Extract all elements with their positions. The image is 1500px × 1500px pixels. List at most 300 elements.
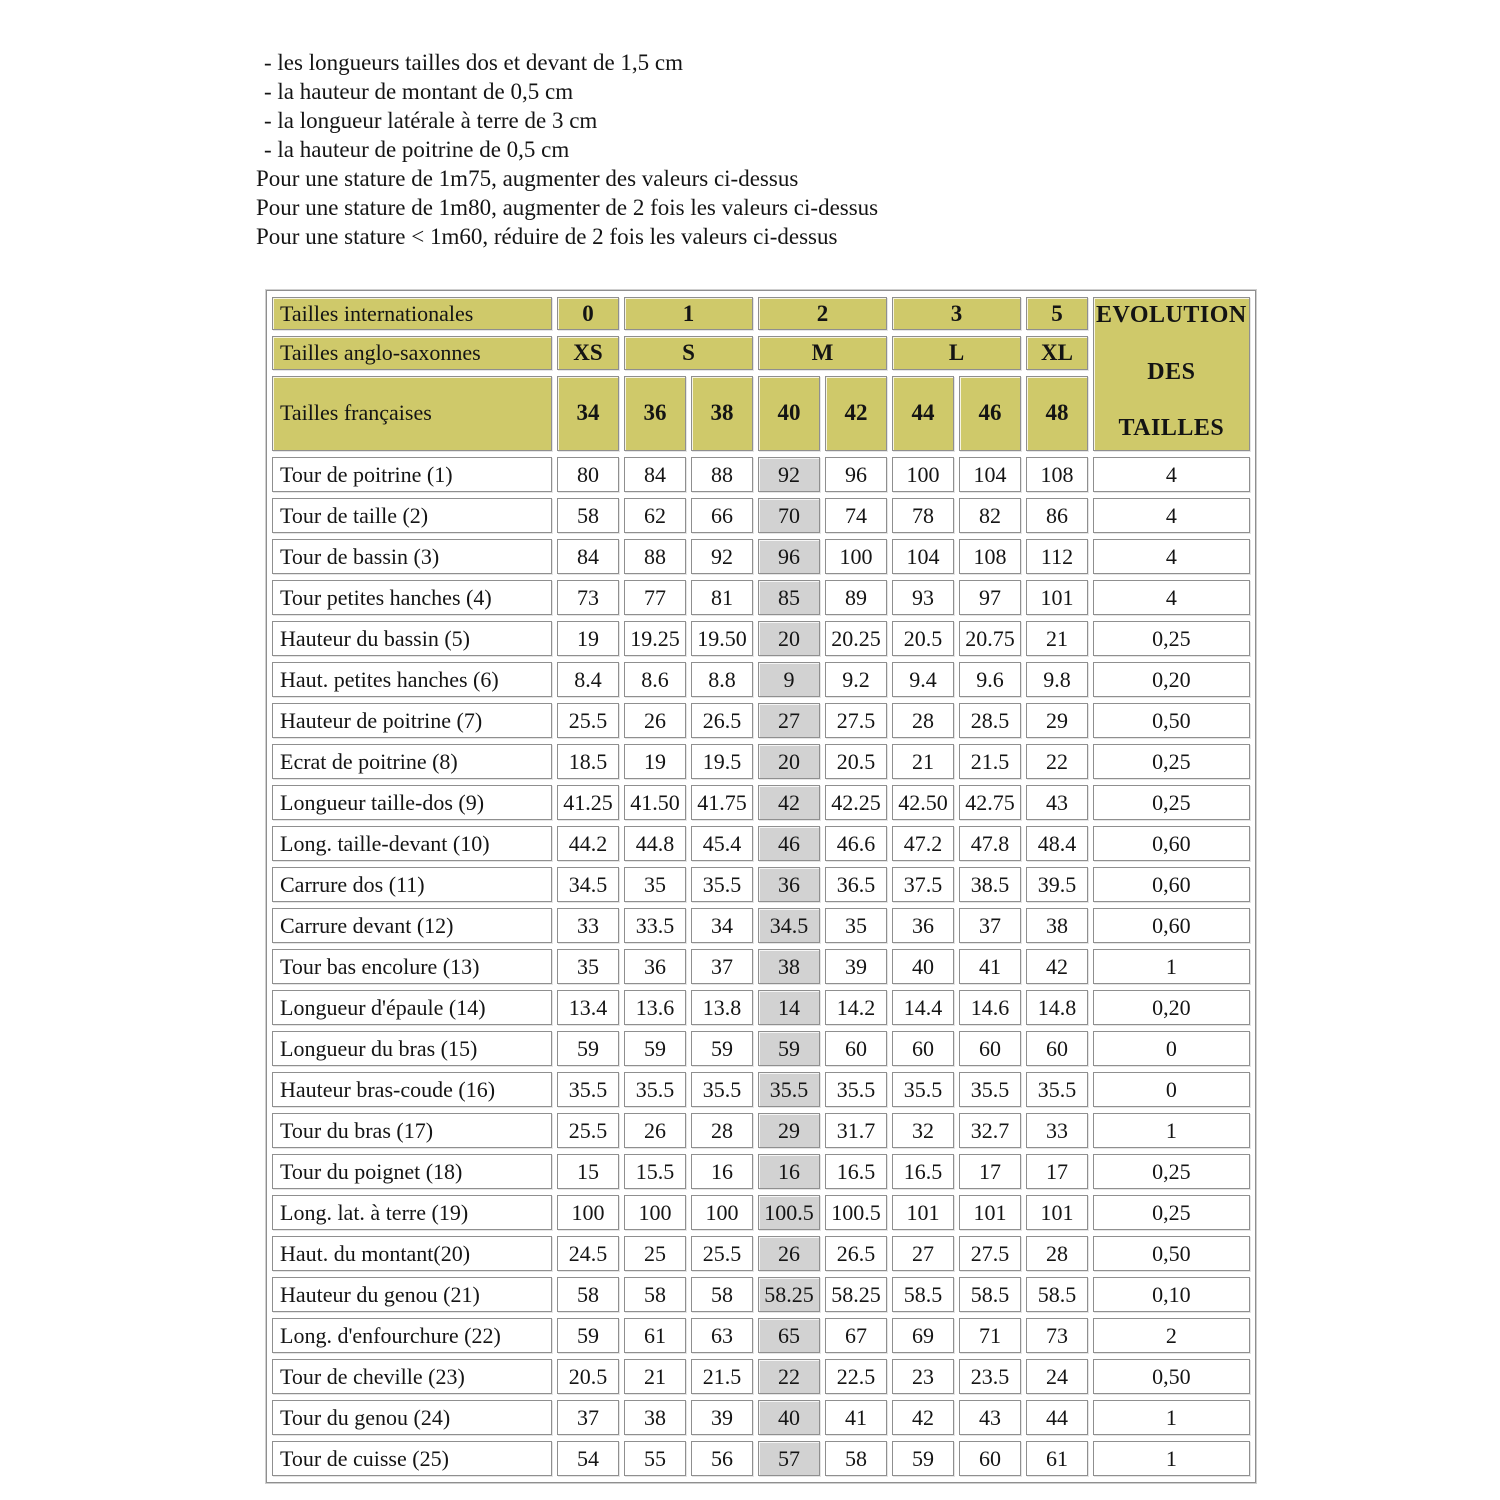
value-cell-highlighted: 29	[758, 1113, 820, 1148]
row-label-cell: Haut. petites hanches (6)	[272, 662, 552, 697]
value-cell: 20.5	[892, 621, 954, 656]
row-label-cell: Long. taille-devant (10)	[272, 826, 552, 861]
value-cell: 88	[624, 539, 686, 574]
value-cell: 59	[892, 1441, 954, 1476]
value-cell: 84	[557, 539, 619, 574]
size-chart-table	[266, 290, 1256, 1483]
value-cell: 108	[959, 539, 1021, 574]
value-cell: 14.8	[1026, 990, 1088, 1025]
value-cell-highlighted: 38	[758, 949, 820, 984]
row-label-cell: Long. lat. à terre (19)	[272, 1195, 552, 1230]
french-size-cell: 36	[624, 376, 686, 451]
value-cell-highlighted: 36	[758, 867, 820, 902]
french-size-cell: 34	[557, 376, 619, 451]
value-cell: 8.4	[557, 662, 619, 697]
value-cell: 8.8	[691, 662, 753, 697]
evolution-value-cell: 0	[1093, 1031, 1250, 1066]
value-cell: 41	[959, 949, 1021, 984]
value-cell-highlighted: 14	[758, 990, 820, 1025]
value-cell-highlighted: 20	[758, 621, 820, 656]
header-row-international	[272, 297, 1250, 330]
intro-line: - la hauteur de poitrine de 0,5 cm	[264, 137, 570, 162]
evolution-header-word: TAILLES	[1118, 415, 1225, 441]
value-cell-highlighted: 85	[758, 580, 820, 615]
value-cell: 29	[1026, 703, 1088, 738]
value-cell: 35.5	[825, 1072, 887, 1107]
value-cell: 16.5	[892, 1154, 954, 1189]
value-cell: 32.7	[959, 1113, 1021, 1148]
value-cell: 14.6	[959, 990, 1021, 1025]
value-cell: 82	[959, 498, 1021, 533]
value-cell: 24	[1026, 1359, 1088, 1394]
value-cell: 89	[825, 580, 887, 615]
value-cell: 73	[557, 580, 619, 615]
value-cell: 86	[1026, 498, 1088, 533]
value-cell: 61	[1026, 1441, 1088, 1476]
value-cell: 33.5	[624, 908, 686, 943]
value-cell: 97	[959, 580, 1021, 615]
value-cell: 44.8	[624, 826, 686, 861]
value-cell: 100	[825, 539, 887, 574]
value-cell: 41	[825, 1400, 887, 1435]
value-cell: 14.2	[825, 990, 887, 1025]
row-label-cell: Longueur d'épaule (14)	[272, 990, 552, 1025]
table-row	[272, 703, 1250, 738]
table-row	[272, 457, 1250, 492]
anglo-size-cell: M	[758, 336, 887, 369]
anglo-size-cell: XL	[1026, 336, 1088, 369]
evolution-value-cell: 4	[1093, 457, 1250, 492]
row-label-cell: Tour du bras (17)	[272, 1113, 552, 1148]
row-label-cell: Tour de cheville (23)	[272, 1359, 552, 1394]
table-row	[272, 1195, 1250, 1230]
value-cell: 35.5	[691, 867, 753, 902]
value-cell: 78	[892, 498, 954, 533]
value-cell: 19	[557, 621, 619, 656]
value-cell: 19	[624, 744, 686, 779]
row-label-cell: Hauteur du genou (21)	[272, 1277, 552, 1312]
value-cell: 15	[557, 1154, 619, 1189]
value-cell: 9.4	[892, 662, 954, 697]
value-cell: 13.4	[557, 990, 619, 1025]
value-cell: 100	[557, 1195, 619, 1230]
value-cell: 84	[624, 457, 686, 492]
value-cell: 34.5	[557, 867, 619, 902]
value-cell: 101	[959, 1195, 1021, 1230]
row-label-cell: Carrure devant (12)	[272, 908, 552, 943]
table-row	[272, 1236, 1250, 1271]
value-cell: 47.8	[959, 826, 1021, 861]
value-cell: 56	[691, 1441, 753, 1476]
intl-size-cell: 2	[758, 297, 887, 330]
value-cell: 21	[1026, 621, 1088, 656]
value-cell: 58	[825, 1441, 887, 1476]
value-cell: 26	[624, 703, 686, 738]
value-cell: 33	[557, 908, 619, 943]
table-row	[272, 1441, 1250, 1476]
table-row	[272, 1154, 1250, 1189]
value-cell: 28	[691, 1113, 753, 1148]
value-cell: 21	[624, 1359, 686, 1394]
header-label-international: Tailles internationales	[272, 297, 552, 330]
value-cell-highlighted: 9	[758, 662, 820, 697]
value-cell: 37	[959, 908, 1021, 943]
evolution-value-cell: 0,50	[1093, 1236, 1250, 1271]
value-cell: 73	[1026, 1318, 1088, 1353]
french-size-cell: 38	[691, 376, 753, 451]
row-label-cell: Hauteur du bassin (5)	[272, 621, 552, 656]
value-cell: 17	[959, 1154, 1021, 1189]
value-cell: 37	[557, 1400, 619, 1435]
value-cell: 59	[557, 1031, 619, 1066]
evolution-value-cell: 0,25	[1093, 1154, 1250, 1189]
value-cell: 48.4	[1026, 826, 1088, 861]
value-cell: 77	[624, 580, 686, 615]
value-cell: 25.5	[557, 703, 619, 738]
evolution-header-word: DES	[1147, 358, 1196, 385]
value-cell-highlighted: 42	[758, 785, 820, 820]
row-label-cell: Tour bas encolure (13)	[272, 949, 552, 984]
value-cell: 46.6	[825, 826, 887, 861]
french-size-cell: 48	[1026, 376, 1088, 451]
value-cell: 35.5	[892, 1072, 954, 1107]
row-label-cell: Longueur du bras (15)	[272, 1031, 552, 1066]
value-cell: 112	[1026, 539, 1088, 574]
value-cell: 59	[557, 1318, 619, 1353]
value-cell: 37.5	[892, 867, 954, 902]
value-cell: 47.2	[892, 826, 954, 861]
value-cell-highlighted: 27	[758, 703, 820, 738]
evolution-value-cell: 0,60	[1093, 908, 1250, 943]
table-row	[272, 580, 1250, 615]
value-cell-highlighted: 100.5	[758, 1195, 820, 1230]
row-label-cell: Hauteur de poitrine (7)	[272, 703, 552, 738]
value-cell: 66	[691, 498, 753, 533]
value-cell: 32	[892, 1113, 954, 1148]
value-cell: 58.5	[892, 1277, 954, 1312]
table-row	[272, 867, 1250, 902]
value-cell: 61	[624, 1318, 686, 1353]
value-cell: 16	[691, 1154, 753, 1189]
value-cell: 26	[624, 1113, 686, 1148]
value-cell: 26.5	[825, 1236, 887, 1271]
value-cell: 36	[624, 949, 686, 984]
value-cell: 60	[825, 1031, 887, 1066]
value-cell: 63	[691, 1318, 753, 1353]
evolution-value-cell: 0,25	[1093, 1195, 1250, 1230]
evolution-value-cell: 1	[1093, 949, 1250, 984]
value-cell: 9.6	[959, 662, 1021, 697]
table-row	[272, 1031, 1250, 1066]
value-cell: 93	[892, 580, 954, 615]
evolution-value-cell: 0,10	[1093, 1277, 1250, 1312]
intro-line: Pour une stature de 1m75, augmenter des valeurs ci-dessus	[256, 166, 799, 191]
header-label-anglo-saxon: Tailles anglo-saxonnes	[272, 336, 552, 369]
value-cell: 44.2	[557, 826, 619, 861]
value-cell: 20.5	[557, 1359, 619, 1394]
header-label-french: Tailles françaises	[272, 376, 552, 451]
value-cell: 20.25	[825, 621, 887, 656]
value-cell-highlighted: 96	[758, 539, 820, 574]
value-cell: 14.4	[892, 990, 954, 1025]
value-cell: 42.75	[959, 785, 1021, 820]
measurement-rows	[272, 457, 1250, 1476]
row-label-cell: Tour du poignet (18)	[272, 1154, 552, 1189]
value-cell-highlighted: 34.5	[758, 908, 820, 943]
row-label-cell: Tour de poitrine (1)	[272, 457, 552, 492]
value-cell: 104	[959, 457, 1021, 492]
evolution-value-cell: 0,50	[1093, 1359, 1250, 1394]
value-cell-highlighted: 40	[758, 1400, 820, 1435]
value-cell-highlighted: 65	[758, 1318, 820, 1353]
row-label-cell: Hauteur bras-coude (16)	[272, 1072, 552, 1107]
table-row	[272, 908, 1250, 943]
value-cell: 62	[624, 498, 686, 533]
value-cell: 55	[624, 1441, 686, 1476]
value-cell: 17	[1026, 1154, 1088, 1189]
french-size-cell: 46	[959, 376, 1021, 451]
evolution-value-cell: 2	[1093, 1318, 1250, 1353]
value-cell: 23.5	[959, 1359, 1021, 1394]
value-cell: 92	[691, 539, 753, 574]
value-cell: 35	[557, 949, 619, 984]
value-cell: 39.5	[1026, 867, 1088, 902]
value-cell-highlighted: 35.5	[758, 1072, 820, 1107]
table-row	[272, 539, 1250, 574]
value-cell: 41.25	[557, 785, 619, 820]
value-cell: 69	[892, 1318, 954, 1353]
evolution-value-cell: 0	[1093, 1072, 1250, 1107]
value-cell: 19.5	[691, 744, 753, 779]
value-cell-highlighted: 26	[758, 1236, 820, 1271]
intro-line: - la longueur latérale à terre de 3 cm	[264, 108, 598, 133]
value-cell: 21.5	[959, 744, 1021, 779]
row-label-cell: Tour de bassin (3)	[272, 539, 552, 574]
value-cell: 27.5	[825, 703, 887, 738]
value-cell: 88	[691, 457, 753, 492]
value-cell: 20.75	[959, 621, 1021, 656]
intl-size-cell: 1	[624, 297, 753, 330]
value-cell: 35.5	[1026, 1072, 1088, 1107]
table-row	[272, 826, 1250, 861]
row-label-cell: Longueur taille-dos (9)	[272, 785, 552, 820]
value-cell: 39	[825, 949, 887, 984]
value-cell: 22	[1026, 744, 1088, 779]
evolution-value-cell: 1	[1093, 1441, 1250, 1476]
value-cell: 39	[691, 1400, 753, 1435]
table-row	[272, 744, 1250, 779]
value-cell: 35.5	[624, 1072, 686, 1107]
value-cell-highlighted: 92	[758, 457, 820, 492]
value-cell: 36.5	[825, 867, 887, 902]
value-cell: 9.8	[1026, 662, 1088, 697]
value-cell: 40	[892, 949, 954, 984]
row-label-cell: Haut. du montant(20)	[272, 1236, 552, 1271]
value-cell: 38.5	[959, 867, 1021, 902]
evolution-value-cell: 0,25	[1093, 744, 1250, 779]
value-cell: 38	[1026, 908, 1088, 943]
table-row	[272, 1318, 1250, 1353]
evolution-value-cell: 4	[1093, 498, 1250, 533]
french-size-cell: 42	[825, 376, 887, 451]
value-cell: 35	[624, 867, 686, 902]
table-row	[272, 662, 1250, 697]
value-cell: 24.5	[557, 1236, 619, 1271]
value-cell: 58	[624, 1277, 686, 1312]
value-cell: 43	[1026, 785, 1088, 820]
value-cell: 101	[1026, 580, 1088, 615]
value-cell: 13.6	[624, 990, 686, 1025]
table-row	[272, 1400, 1250, 1435]
value-cell: 71	[959, 1318, 1021, 1353]
value-cell: 45.4	[691, 826, 753, 861]
value-cell: 22.5	[825, 1359, 887, 1394]
value-cell: 35	[825, 908, 887, 943]
evolution-value-cell: 0,25	[1093, 785, 1250, 820]
intro-line: - la hauteur de montant de 0,5 cm	[264, 79, 574, 104]
row-label-cell: Tour du genou (24)	[272, 1400, 552, 1435]
value-cell: 100.5	[825, 1195, 887, 1230]
value-cell: 58	[691, 1277, 753, 1312]
row-label-cell: Long. d'enfourchure (22)	[272, 1318, 552, 1353]
anglo-size-cell: XS	[557, 336, 619, 369]
value-cell: 19.25	[624, 621, 686, 656]
table-row	[272, 1113, 1250, 1148]
evolution-value-cell: 4	[1093, 539, 1250, 574]
evolution-value-cell: 0,20	[1093, 662, 1250, 697]
value-cell: 33	[1026, 1113, 1088, 1148]
intro-line: - les longueurs tailles dos et devant de 1,5 cm	[264, 50, 684, 75]
value-cell: 58.5	[1026, 1277, 1088, 1312]
value-cell: 19.50	[691, 621, 753, 656]
intl-size-cell: 3	[892, 297, 1021, 330]
evolution-value-cell: 0,60	[1093, 826, 1250, 861]
value-cell: 28.5	[959, 703, 1021, 738]
value-cell: 25.5	[691, 1236, 753, 1271]
value-cell: 67	[825, 1318, 887, 1353]
table-row	[272, 1072, 1250, 1107]
value-cell: 41.50	[624, 785, 686, 820]
value-cell: 58.25	[825, 1277, 887, 1312]
french-size-cell: 40	[758, 376, 820, 451]
table-row	[272, 785, 1250, 820]
value-cell: 35.5	[959, 1072, 1021, 1107]
value-cell: 60	[959, 1031, 1021, 1066]
value-cell: 25	[624, 1236, 686, 1271]
value-cell: 21.5	[691, 1359, 753, 1394]
value-cell: 18.5	[557, 744, 619, 779]
row-label-cell: Tour de taille (2)	[272, 498, 552, 533]
table-row	[272, 1277, 1250, 1312]
value-cell: 59	[691, 1031, 753, 1066]
french-size-cell: 44	[892, 376, 954, 451]
evolution-header-word: EVOLUTION	[1096, 302, 1247, 328]
value-cell: 101	[1026, 1195, 1088, 1230]
intl-size-cell: 5	[1026, 297, 1088, 330]
table-row	[272, 621, 1250, 656]
evolution-value-cell: 4	[1093, 580, 1250, 615]
value-cell: 28	[892, 703, 954, 738]
value-cell: 20.5	[825, 744, 887, 779]
value-cell: 36	[892, 908, 954, 943]
value-cell: 27	[892, 1236, 954, 1271]
value-cell: 58.5	[959, 1277, 1021, 1312]
value-cell: 23	[892, 1359, 954, 1394]
value-cell: 8.6	[624, 662, 686, 697]
value-cell: 100	[892, 457, 954, 492]
value-cell: 74	[825, 498, 887, 533]
value-cell: 60	[892, 1031, 954, 1066]
value-cell: 42	[892, 1400, 954, 1435]
evolution-value-cell: 0,50	[1093, 703, 1250, 738]
evolution-value-cell: 0,60	[1093, 867, 1250, 902]
evolution-value-cell: 1	[1093, 1400, 1250, 1435]
value-cell: 15.5	[624, 1154, 686, 1189]
value-cell: 44	[1026, 1400, 1088, 1435]
value-cell: 31.7	[825, 1113, 887, 1148]
value-cell: 21	[892, 744, 954, 779]
value-cell: 60	[1026, 1031, 1088, 1066]
value-cell: 42	[1026, 949, 1088, 984]
size-chart-container	[266, 290, 1256, 1483]
value-cell: 35.5	[557, 1072, 619, 1107]
value-cell: 42.50	[892, 785, 954, 820]
value-cell: 41.75	[691, 785, 753, 820]
value-cell-highlighted: 46	[758, 826, 820, 861]
value-cell-highlighted: 22	[758, 1359, 820, 1394]
value-cell: 104	[892, 539, 954, 574]
value-cell: 101	[892, 1195, 954, 1230]
value-cell: 37	[691, 949, 753, 984]
value-cell: 16.5	[825, 1154, 887, 1189]
value-cell: 59	[624, 1031, 686, 1066]
value-cell: 58	[557, 498, 619, 533]
value-cell: 34	[691, 908, 753, 943]
table-row	[272, 949, 1250, 984]
value-cell: 108	[1026, 457, 1088, 492]
value-cell: 81	[691, 580, 753, 615]
value-cell: 100	[624, 1195, 686, 1230]
value-cell: 9.2	[825, 662, 887, 697]
anglo-size-cell: S	[624, 336, 753, 369]
value-cell: 26.5	[691, 703, 753, 738]
value-cell: 28	[1026, 1236, 1088, 1271]
row-label-cell: Tour petites hanches (4)	[272, 580, 552, 615]
row-label-cell: Tour de cuisse (25)	[272, 1441, 552, 1476]
intl-size-cell: 0	[557, 297, 619, 330]
value-cell: 80	[557, 457, 619, 492]
anglo-size-cell: L	[892, 336, 1021, 369]
evolution-value-cell: 0,25	[1093, 621, 1250, 656]
value-cell-highlighted: 57	[758, 1441, 820, 1476]
evolution-value-cell: 0,20	[1093, 990, 1250, 1025]
value-cell: 58	[557, 1277, 619, 1312]
value-cell: 43	[959, 1400, 1021, 1435]
value-cell: 60	[959, 1441, 1021, 1476]
value-cell: 35.5	[691, 1072, 753, 1107]
value-cell: 54	[557, 1441, 619, 1476]
value-cell-highlighted: 59	[758, 1031, 820, 1066]
row-label-cell: Carrure dos (11)	[272, 867, 552, 902]
value-cell-highlighted: 70	[758, 498, 820, 533]
evolution-header-cell	[1093, 297, 1250, 451]
intro-text-block	[256, 48, 878, 251]
row-label-cell: Ecrat de poitrine (8)	[272, 744, 552, 779]
table-row	[272, 498, 1250, 533]
table-row	[272, 990, 1250, 1025]
value-cell: 42.25	[825, 785, 887, 820]
value-cell: 96	[825, 457, 887, 492]
